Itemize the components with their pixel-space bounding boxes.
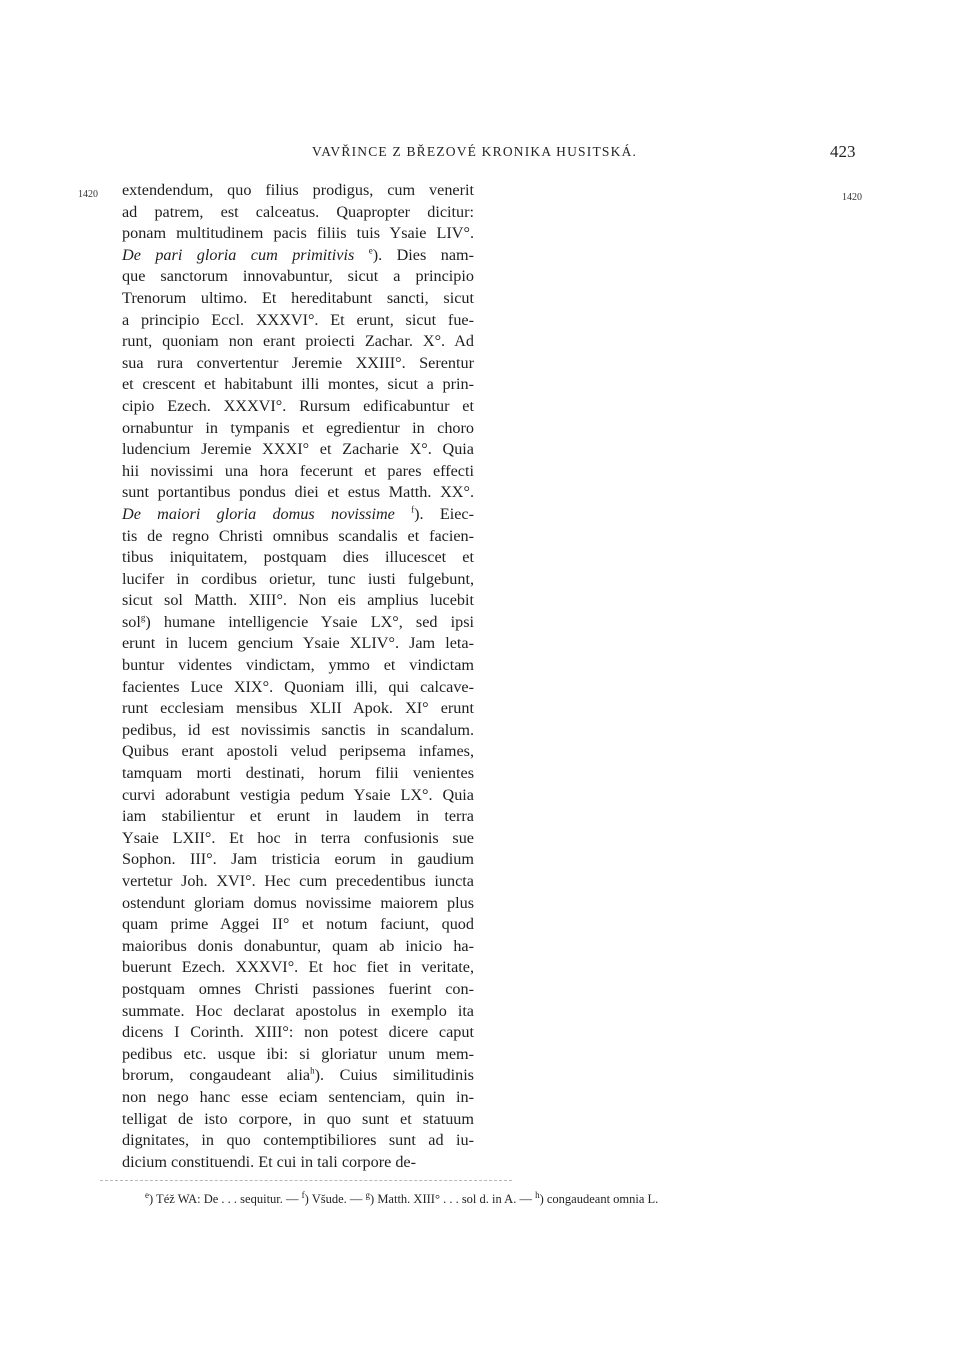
- text-line: ornabuntur in tympanis et egredientur in choro: [122, 418, 474, 437]
- text-line: buntur videntes vindictam, ymmo et vindictam: [122, 656, 474, 675]
- italic-heading: De maiori gloria domus novissime: [122, 504, 395, 523]
- text-line: Trenorum ultimo. Et hereditabunt sancti, sicut: [122, 288, 474, 307]
- text-run: ). Eiec-: [414, 504, 475, 523]
- text-line: ostendunt gloriam domus novissime maiorem plus: [122, 893, 474, 912]
- text-line: runt ecclesiam mensibus XLII Apok. XI° erunt: [122, 699, 474, 718]
- text-line: pedibus, id est novissimis sanctis in scandalum.: [122, 720, 474, 739]
- footnote-text: ) Matth. XIII° . . . sol d. in A. —: [370, 1192, 536, 1206]
- footnote-mark: e: [145, 1189, 149, 1200]
- text-line: erunt in lucem gencium Ysaie XLIV°. Jam leta-: [122, 634, 474, 653]
- text-line: summate. Hoc declarat apostolus in exemplo ita: [122, 1001, 474, 1020]
- text-line: Ysaie LXII°. Et hoc in terra confusionis sue: [122, 828, 474, 847]
- main-text-column: [122, 180, 474, 1173]
- text-line: sunt portantibus pondus diei et estus Matth. XX°.: [122, 483, 474, 502]
- text-line: extendendum, quo filius prodigus, cum venerit: [122, 181, 474, 199]
- text-line: Sophon. III°. Jam tristicia eorum in gaudium: [122, 850, 474, 869]
- text-run: brorum, congaudeant alia: [122, 1066, 311, 1085]
- text-line: maioribus donis donabuntur, quam ab inicio ha-: [122, 936, 474, 955]
- text-line: hii novissimi una hora fecerunt et pares effecti: [122, 461, 474, 480]
- running-title: VAVŘINCE Z BŘEZOVÉ KRONIKA HUSITSKÁ.: [312, 144, 638, 159]
- footnote-mark: f: [411, 504, 415, 515]
- footnote-text: ) Všude. —: [304, 1192, 366, 1206]
- text-line: [122, 504, 474, 526]
- text-line: dignitates, in quo contemptibiliores sunt ad iu-: [122, 1131, 474, 1150]
- text-line: cipio Ezech. XXXVI°. Rursum edificabuntur et: [122, 396, 474, 415]
- text-line: a principio Eccl. XXXVI°. Et erunt, sicut fue-: [122, 310, 474, 329]
- text-line: Quibus erant apostoli velud peripsema infames,: [122, 742, 474, 761]
- text-run: ). Cuius similitudinis: [314, 1066, 474, 1085]
- text-line: ponam multitudinem pacis filiis tuis Ysaie LIV°.: [122, 224, 474, 243]
- footnotes: [145, 1189, 835, 1207]
- text-line: postquam omnes Christi passiones fuerint con-: [122, 979, 474, 998]
- footnote-mark: h: [310, 1065, 315, 1076]
- text-line: lucifer in cordibus orietur, tunc iusti fulgebunt,: [122, 569, 474, 588]
- text-line: buerunt Ezech. XXXVI°. Et hoc fiet in veritate,: [122, 958, 474, 977]
- text-line: telligat de isto corpore, in quo sunt et statuum: [122, 1109, 474, 1128]
- footnote-text: ) congaudeant omnia L.: [539, 1192, 659, 1206]
- footnote-separator: [100, 1180, 512, 1181]
- footnote-mark: h: [535, 1189, 540, 1200]
- text-line: dicens I Corinth. XIII°: non potest dicere caput: [122, 1023, 474, 1042]
- text-line: et crescent et habitabunt illi montes, sicut a prin-: [122, 375, 474, 394]
- text-line: que sanctorum innovabuntur, sicut a principio: [122, 267, 474, 286]
- footnote-text: ) Též WA: De . . . sequitur. —: [149, 1192, 302, 1206]
- text-line: [122, 1065, 474, 1087]
- text-line: non nego hanc esse eciam sentenciam, quin in-: [122, 1087, 474, 1106]
- text-line: [122, 245, 474, 267]
- text-line: facientes Luce XIX°. Quoniam illi, qui calcave-: [122, 677, 474, 696]
- text-line: ludencium Jeremie XXXI° et Zacharie X°. Quia: [122, 440, 474, 459]
- page-number: 423: [830, 142, 856, 161]
- footnote-mark: e: [368, 245, 373, 256]
- text-line: tamquam morti destinati, horum filii venientes: [122, 764, 474, 783]
- text-line: quam prime Aggei II° et notum faciunt, quod: [122, 915, 474, 934]
- text-line: vertetur Joh. XVI°. Hec cum precedentibus iuncta: [122, 872, 474, 890]
- text-line: [122, 612, 474, 634]
- text-run: ). Dies nam-: [372, 245, 474, 264]
- text-line: tis de regno Christi omnibus scandalis et facien-: [122, 526, 474, 545]
- text-line: curvi adorabunt vestigia pedum Ysaie LX°. Quia: [122, 785, 474, 804]
- margin-year-left: 1420: [78, 189, 98, 200]
- footnote-mark: g: [140, 612, 146, 623]
- text-line: sua rura convertentur Jeremie XXIII°. Serentur: [122, 353, 474, 372]
- text-line: iam stabilientur et erunt in laudem in terra: [122, 807, 474, 826]
- text-line: dicium constituendi. Et cui in tali corpore de-: [122, 1152, 416, 1171]
- footnote-mark: f: [301, 1189, 305, 1200]
- text-line: tibus iniquitatem, postquam dies illucescet et: [122, 548, 474, 567]
- italic-heading: De pari gloria cum primitivis: [122, 245, 355, 264]
- text-line: sicut sol Matth. XIII°. Non eis amplius lucebit: [122, 591, 474, 610]
- text-run: sol: [122, 612, 141, 631]
- text-line: ad patrem, est calceatus. Quapropter dicitur:: [122, 202, 474, 221]
- text-line: pedibus etc. usque ibi: si gloriatur unum mem-: [122, 1044, 474, 1063]
- footnote-mark: g: [365, 1189, 371, 1200]
- text-run: ) humane intelligencie Ysaie LX°, sed ipsi: [145, 612, 474, 631]
- margin-year-right: 1420: [842, 192, 862, 203]
- text-line: runt, quoniam non erant proiecti Zachar. X°. Ad: [122, 332, 474, 351]
